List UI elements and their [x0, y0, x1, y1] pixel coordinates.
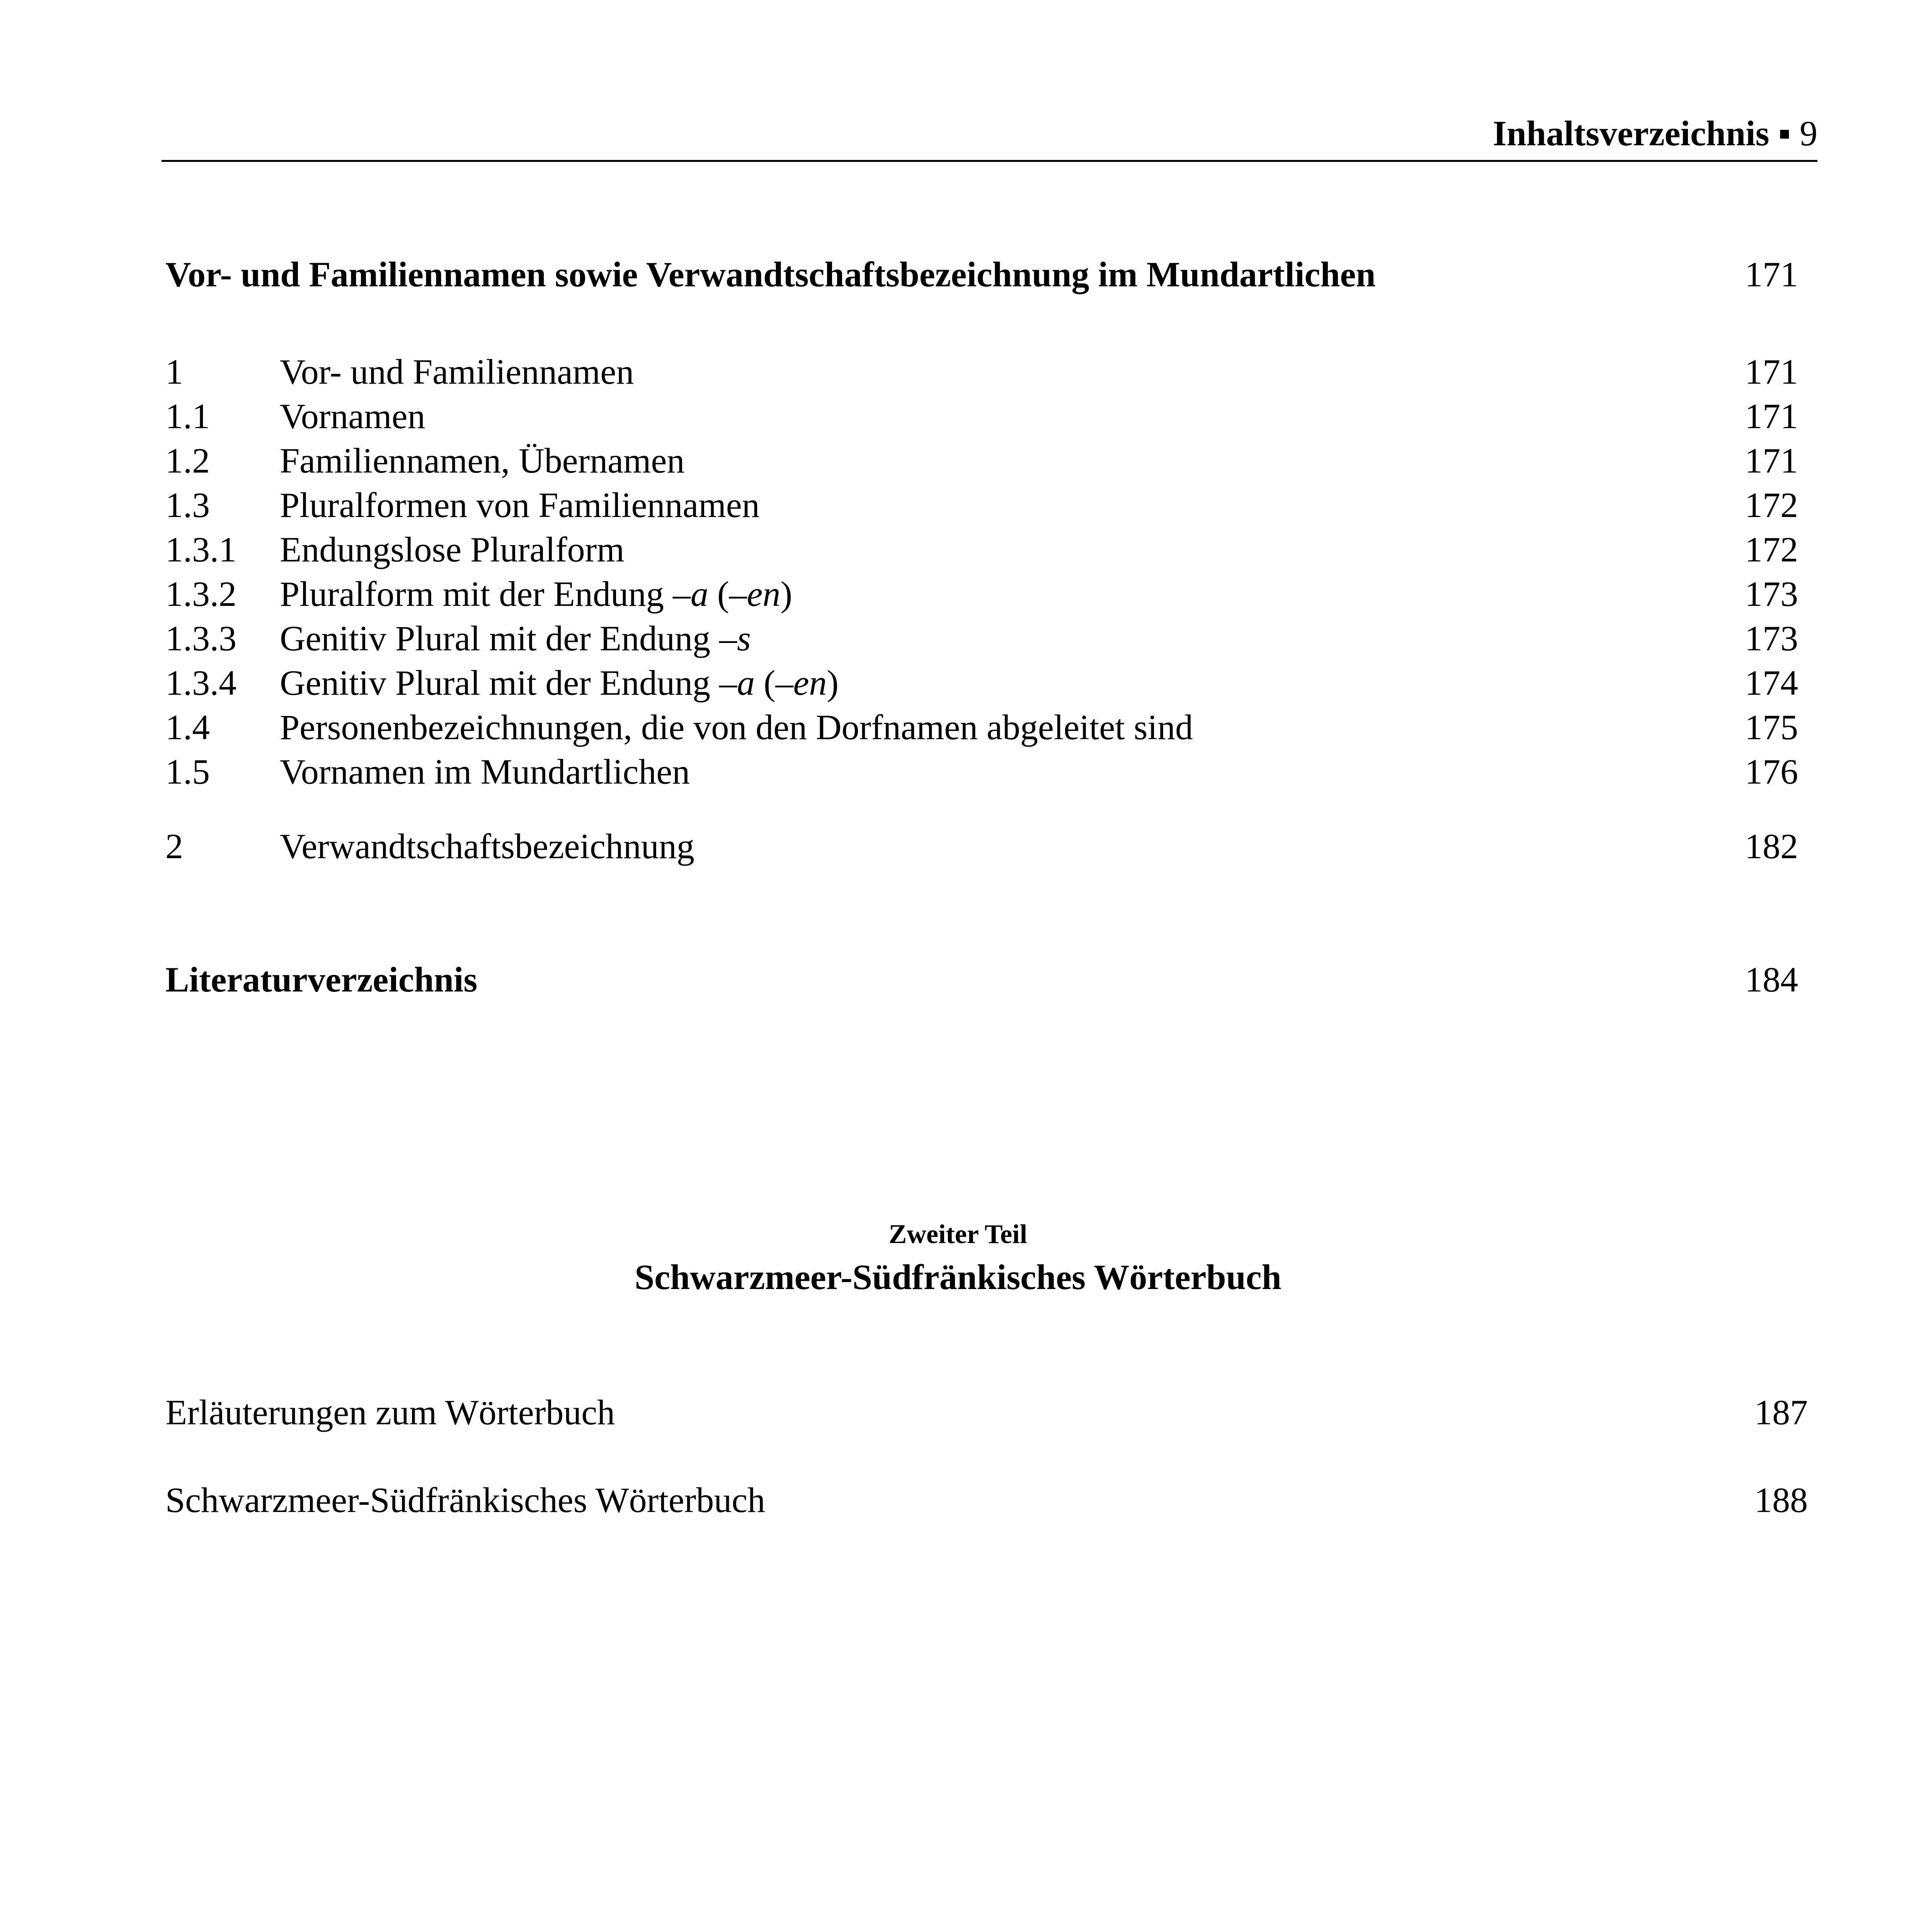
toc-entry	[165, 616, 1798, 661]
entry-number: 1.2	[165, 441, 210, 480]
entry-title: Pluralformen von Familiennamen	[280, 485, 760, 525]
toc-entry	[165, 483, 1798, 527]
section-page: 171	[1745, 255, 1798, 294]
entry-title: Genitiv Plural mit der Endung –s	[280, 619, 751, 658]
entry-page: 172	[1745, 485, 1798, 525]
entry-title: Schwarzmeer-Südfränkisches Wörterbuch	[165, 1480, 766, 1520]
entry-title: Genitiv Plural mit der Endung –a (–en)	[280, 663, 839, 702]
toc-entry	[165, 824, 1798, 869]
entry-title: Vornamen	[280, 396, 425, 436]
toc-entry	[165, 1390, 1808, 1435]
entry-number: 1.3.3	[165, 619, 237, 658]
entry-title: Vornamen im Mundartlichen	[280, 752, 690, 791]
entry-page: 175	[1745, 707, 1798, 747]
entry-number: 1.4	[165, 707, 210, 747]
entry-page: 172	[1745, 530, 1798, 569]
entry-title: Endungslose Pluralform	[280, 530, 624, 569]
toc-entry	[165, 661, 1798, 705]
toc-entry	[165, 439, 1798, 483]
toc-entry	[165, 350, 1798, 394]
entry-page: 174	[1745, 663, 1798, 702]
entry-page: 171	[1745, 441, 1798, 480]
entry-title: Personenbezeichnungen, die von den Dorfnamen abgeleitet sind	[280, 707, 1193, 747]
entry-page: 171	[1745, 352, 1798, 391]
toc-entry	[165, 1478, 1808, 1522]
toc-entry	[165, 527, 1798, 572]
entry-title: Verwandtschaftsbezeichnung	[280, 827, 694, 866]
toc-entry	[165, 572, 1798, 616]
entry-number: 1.3	[165, 485, 210, 525]
entry-page: 187	[1754, 1393, 1808, 1432]
entry-number: 1.5	[165, 752, 210, 791]
entry-title: Pluralform mit der Endung –a (–en)	[280, 574, 793, 614]
toc-entry	[165, 394, 1798, 439]
running-header	[162, 112, 1817, 162]
part-two-subtitle: Zweiter Teil	[888, 1219, 1028, 1249]
header-rule	[162, 160, 1817, 162]
entry-number: 1.3.1	[165, 530, 237, 569]
entry-page: 182	[1745, 827, 1798, 866]
entry-page: 171	[1745, 396, 1798, 436]
entry-title: Vor- und Familiennamen	[280, 352, 634, 391]
section-title: Vor- und Familiennamen sowie Verwandtschaftsbezeichnung im Mundartlichen	[165, 255, 1376, 294]
header-page-number: 9	[1800, 114, 1817, 153]
entry-page: 188	[1754, 1480, 1808, 1520]
part-two-title: Schwarzmeer-Südfränkisches Wörterbuch	[635, 1257, 1281, 1297]
entry-page: 176	[1745, 752, 1798, 791]
entry-number: 2	[165, 827, 183, 866]
toc-entry	[165, 750, 1798, 794]
entry-page: 173	[1745, 619, 1798, 658]
literatur-title: Literaturverzeichnis	[165, 960, 478, 999]
header-title: Inhaltsverzeichnis	[1492, 114, 1770, 153]
entry-number: 1.1	[165, 396, 210, 436]
entry-number: 1.3.4	[165, 663, 237, 702]
entry-number: 1.3.2	[165, 574, 237, 614]
entry-title: Erläuterungen zum Wörterbuch	[165, 1393, 615, 1432]
header-separator: ▪	[1778, 114, 1791, 153]
entry-page: 173	[1745, 574, 1798, 614]
entry-number: 1	[165, 352, 183, 391]
toc-section-heading	[165, 252, 1798, 297]
toc-literatur	[165, 957, 1798, 1002]
entry-title: Familiennamen, Übernamen	[280, 441, 685, 480]
header-text	[1493, 112, 1817, 155]
toc-entry	[165, 705, 1798, 750]
literatur-page: 184	[1745, 960, 1798, 999]
